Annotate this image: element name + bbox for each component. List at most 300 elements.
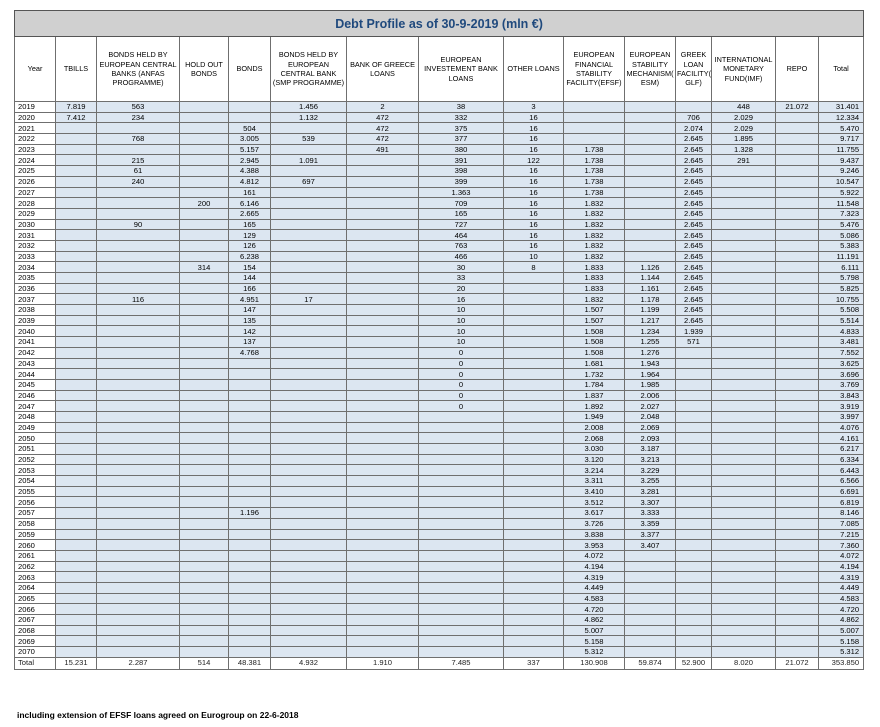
table-cell: 3.005 xyxy=(229,134,271,145)
table-cell xyxy=(97,647,180,658)
table-cell xyxy=(419,422,504,433)
table-cell xyxy=(776,155,819,166)
table-cell xyxy=(180,134,229,145)
table-cell: 2.645 xyxy=(676,283,712,294)
table-cell xyxy=(504,347,564,358)
table-cell xyxy=(229,636,271,647)
table-cell xyxy=(180,508,229,519)
table-cell: 375 xyxy=(419,123,504,134)
year-cell: 2068 xyxy=(15,625,56,636)
table-row xyxy=(15,294,864,305)
table-cell xyxy=(97,390,180,401)
table-cell xyxy=(676,518,712,529)
table-cell xyxy=(180,593,229,604)
table-cell xyxy=(271,465,347,476)
table-cell xyxy=(625,123,676,134)
table-cell: 16 xyxy=(504,134,564,145)
table-cell: 6.691 xyxy=(819,486,864,497)
table-cell xyxy=(712,262,776,273)
column-header: Year xyxy=(15,37,56,102)
table-cell xyxy=(504,273,564,284)
table-cell xyxy=(504,561,564,572)
table-cell xyxy=(625,251,676,262)
table-cell: 5.825 xyxy=(819,283,864,294)
table-cell xyxy=(776,283,819,294)
table-cell: 5.007 xyxy=(819,625,864,636)
table-cell xyxy=(180,625,229,636)
table-cell xyxy=(712,540,776,551)
table-cell xyxy=(676,647,712,658)
table-cell: 377 xyxy=(419,134,504,145)
column-header: REPO xyxy=(776,37,819,102)
totals-cell: 15.231 xyxy=(56,657,97,669)
table-row xyxy=(15,144,864,155)
table-cell: 6.443 xyxy=(819,465,864,476)
table-cell xyxy=(97,251,180,262)
table-cell xyxy=(419,582,504,593)
table-row xyxy=(15,326,864,337)
table-cell: 398 xyxy=(419,166,504,177)
table-cell xyxy=(56,411,97,422)
table-cell: 4.862 xyxy=(819,615,864,626)
table-cell xyxy=(229,433,271,444)
table-cell xyxy=(419,625,504,636)
totals-cell: 4.932 xyxy=(271,657,347,669)
table-cell xyxy=(712,476,776,487)
table-cell xyxy=(776,486,819,497)
table-cell: 1.738 xyxy=(564,155,625,166)
table-cell xyxy=(776,561,819,572)
table-cell xyxy=(419,593,504,604)
table-cell: 2.665 xyxy=(229,208,271,219)
table-cell xyxy=(776,604,819,615)
table-cell xyxy=(271,166,347,177)
table-cell xyxy=(625,176,676,187)
column-header: BONDS xyxy=(229,37,271,102)
table-row xyxy=(15,422,864,433)
table-cell xyxy=(271,647,347,658)
table-cell xyxy=(271,283,347,294)
table-cell xyxy=(776,166,819,177)
table-cell: 16 xyxy=(504,230,564,241)
table-cell xyxy=(56,251,97,262)
table-cell xyxy=(229,465,271,476)
table-cell xyxy=(347,305,419,316)
table-row xyxy=(15,615,864,626)
table-cell xyxy=(625,561,676,572)
table-cell: 11.548 xyxy=(819,198,864,209)
table-cell: 3.255 xyxy=(625,476,676,487)
year-cell: 2030 xyxy=(15,219,56,230)
table-cell xyxy=(776,401,819,412)
table-cell: 1.943 xyxy=(625,358,676,369)
table-cell: 4.812 xyxy=(229,176,271,187)
table-cell xyxy=(271,508,347,519)
table-cell xyxy=(625,144,676,155)
table-cell xyxy=(504,582,564,593)
table-cell xyxy=(180,572,229,583)
table-cell: 4.319 xyxy=(564,572,625,583)
table-cell xyxy=(229,112,271,123)
table-cell xyxy=(271,144,347,155)
table-cell: 7.412 xyxy=(56,112,97,123)
table-cell xyxy=(347,593,419,604)
table-cell xyxy=(229,358,271,369)
table-cell xyxy=(676,433,712,444)
table-cell xyxy=(676,604,712,615)
table-cell xyxy=(271,401,347,412)
table-cell: 1.892 xyxy=(564,401,625,412)
table-cell: 1.939 xyxy=(676,326,712,337)
table-cell xyxy=(712,615,776,626)
table-cell xyxy=(564,134,625,145)
table-cell xyxy=(97,550,180,561)
table-cell xyxy=(347,369,419,380)
year-cell: 2054 xyxy=(15,476,56,487)
table-cell xyxy=(56,390,97,401)
table-cell xyxy=(625,625,676,636)
table-row xyxy=(15,283,864,294)
table-cell xyxy=(776,315,819,326)
table-row xyxy=(15,401,864,412)
table-cell: 3.410 xyxy=(564,486,625,497)
table-cell: 3 xyxy=(504,102,564,113)
table-cell: 16 xyxy=(504,219,564,230)
table-cell xyxy=(180,518,229,529)
table-cell: 0 xyxy=(419,379,504,390)
year-cell: 2070 xyxy=(15,647,56,658)
table-cell xyxy=(56,550,97,561)
table-cell: 2.645 xyxy=(676,315,712,326)
table-row xyxy=(15,625,864,636)
table-cell xyxy=(347,454,419,465)
year-cell: 2027 xyxy=(15,187,56,198)
totals-row xyxy=(15,657,864,669)
table-cell xyxy=(229,369,271,380)
year-cell: 2036 xyxy=(15,283,56,294)
table-cell xyxy=(676,582,712,593)
table-cell xyxy=(712,198,776,209)
year-cell: 2067 xyxy=(15,615,56,626)
table-cell xyxy=(229,379,271,390)
table-cell xyxy=(97,358,180,369)
table-cell: 5.312 xyxy=(819,647,864,658)
table-cell xyxy=(271,347,347,358)
table-cell xyxy=(229,411,271,422)
table-cell xyxy=(712,219,776,230)
table-cell: 4.720 xyxy=(564,604,625,615)
table-cell: 3.769 xyxy=(819,379,864,390)
table-cell xyxy=(271,497,347,508)
table-cell: 90 xyxy=(97,219,180,230)
table-cell: 147 xyxy=(229,305,271,316)
column-header: EUROPEAN STABILITY MECHANISM( ESM) xyxy=(625,37,676,102)
table-row xyxy=(15,433,864,444)
table-cell: 5.007 xyxy=(564,625,625,636)
year-cell: 2057 xyxy=(15,508,56,519)
table-cell xyxy=(347,550,419,561)
table-cell xyxy=(712,315,776,326)
year-cell: 2056 xyxy=(15,497,56,508)
table-cell xyxy=(776,529,819,540)
column-header: INTERNATIONAL MONETARY FUND(IMF) xyxy=(712,37,776,102)
table-cell xyxy=(504,604,564,615)
table-cell xyxy=(347,411,419,422)
column-header: TBILLS xyxy=(56,37,97,102)
table-cell xyxy=(56,369,97,380)
table-row xyxy=(15,240,864,251)
table-cell xyxy=(504,337,564,348)
table-cell: 3.213 xyxy=(625,454,676,465)
table-cell: 2.645 xyxy=(676,262,712,273)
table-cell: 727 xyxy=(419,219,504,230)
table-cell: 1.363 xyxy=(419,187,504,198)
table-cell: 697 xyxy=(271,176,347,187)
table-cell: 7.819 xyxy=(56,102,97,113)
table-cell xyxy=(56,283,97,294)
table-row xyxy=(15,208,864,219)
table-cell: 0 xyxy=(419,401,504,412)
table-cell xyxy=(347,337,419,348)
table-cell xyxy=(180,465,229,476)
table-cell: 16 xyxy=(504,240,564,251)
table-cell: 3.120 xyxy=(564,454,625,465)
table-cell xyxy=(504,486,564,497)
table-cell xyxy=(180,486,229,497)
table-cell: 709 xyxy=(419,198,504,209)
table-cell xyxy=(419,561,504,572)
table-cell: 291 xyxy=(712,155,776,166)
table-cell: 2.645 xyxy=(676,251,712,262)
table-cell xyxy=(56,454,97,465)
table-cell xyxy=(776,508,819,519)
table-cell: 1.144 xyxy=(625,273,676,284)
column-header: BANK OF GREECE LOANS xyxy=(347,37,419,102)
table-cell xyxy=(56,134,97,145)
table-cell: 1.234 xyxy=(625,326,676,337)
year-cell: 2047 xyxy=(15,401,56,412)
table-cell xyxy=(712,187,776,198)
table-cell: 1.178 xyxy=(625,294,676,305)
table-cell: 3.843 xyxy=(819,390,864,401)
table-cell xyxy=(347,401,419,412)
table-cell xyxy=(271,315,347,326)
table-cell xyxy=(97,582,180,593)
table-row xyxy=(15,166,864,177)
table-cell xyxy=(180,294,229,305)
table-row xyxy=(15,347,864,358)
table-cell xyxy=(712,508,776,519)
totals-cell: 353.850 xyxy=(819,657,864,669)
table-cell: 472 xyxy=(347,123,419,134)
table-cell: 3.281 xyxy=(625,486,676,497)
table-cell xyxy=(97,486,180,497)
table-cell: 5.514 xyxy=(819,315,864,326)
table-cell xyxy=(676,593,712,604)
table-cell: 10 xyxy=(504,251,564,262)
table-cell: 1.199 xyxy=(625,305,676,316)
table-cell: 491 xyxy=(347,144,419,155)
table-cell xyxy=(504,540,564,551)
table-cell xyxy=(419,411,504,422)
table-cell xyxy=(97,465,180,476)
table-cell: 1.738 xyxy=(564,176,625,187)
year-cell: 2046 xyxy=(15,390,56,401)
table-cell: 563 xyxy=(97,102,180,113)
table-cell: 4.449 xyxy=(564,582,625,593)
table-cell xyxy=(712,166,776,177)
table-cell xyxy=(712,369,776,380)
table-cell: 1.508 xyxy=(564,337,625,348)
table-cell: 116 xyxy=(97,294,180,305)
table-cell xyxy=(180,401,229,412)
table-cell: 3.359 xyxy=(625,518,676,529)
table-cell: 9.246 xyxy=(819,166,864,177)
table-cell xyxy=(712,550,776,561)
table-cell xyxy=(776,625,819,636)
year-cell: 2049 xyxy=(15,422,56,433)
totals-cell: 2.287 xyxy=(97,657,180,669)
table-cell: 1.949 xyxy=(564,411,625,422)
table-cell xyxy=(229,593,271,604)
year-cell: 2025 xyxy=(15,166,56,177)
table-cell: 122 xyxy=(504,155,564,166)
table-cell xyxy=(712,294,776,305)
table-cell xyxy=(419,540,504,551)
year-cell: 2066 xyxy=(15,604,56,615)
table-cell: 3.512 xyxy=(564,497,625,508)
totals-cell: 48.381 xyxy=(229,657,271,669)
table-cell: 7.360 xyxy=(819,540,864,551)
table-cell xyxy=(419,529,504,540)
table-cell xyxy=(97,508,180,519)
table-row xyxy=(15,390,864,401)
table-cell xyxy=(271,198,347,209)
table-row xyxy=(15,230,864,241)
table-cell: 1.738 xyxy=(564,144,625,155)
table-cell: 3.377 xyxy=(625,529,676,540)
table-cell xyxy=(776,497,819,508)
table-cell xyxy=(271,411,347,422)
table-cell: 1.837 xyxy=(564,390,625,401)
table-cell xyxy=(56,636,97,647)
table-cell: 4.072 xyxy=(564,550,625,561)
table-cell xyxy=(676,390,712,401)
table-cell xyxy=(712,251,776,262)
table-cell: 16 xyxy=(504,112,564,123)
table-cell: 3.407 xyxy=(625,540,676,551)
table-cell xyxy=(229,625,271,636)
table-cell xyxy=(97,625,180,636)
table-cell: 7.215 xyxy=(819,529,864,540)
table-cell xyxy=(776,176,819,187)
table-cell xyxy=(625,198,676,209)
table-cell xyxy=(180,326,229,337)
table-cell: 2.645 xyxy=(676,240,712,251)
table-cell xyxy=(776,305,819,316)
table-cell xyxy=(229,529,271,540)
table-cell xyxy=(180,422,229,433)
table-cell xyxy=(712,326,776,337)
table-cell xyxy=(180,636,229,647)
table-cell xyxy=(180,647,229,658)
table-cell: 5.086 xyxy=(819,230,864,241)
table-cell xyxy=(180,208,229,219)
table-cell: 4.449 xyxy=(819,582,864,593)
table-cell xyxy=(776,347,819,358)
table-cell: 539 xyxy=(271,134,347,145)
table-cell xyxy=(712,411,776,422)
table-cell xyxy=(56,647,97,658)
table-row xyxy=(15,123,864,134)
table-cell xyxy=(776,326,819,337)
totals-cell: 130.908 xyxy=(564,657,625,669)
table-cell xyxy=(180,144,229,155)
table-cell xyxy=(180,251,229,262)
table-cell: 31.401 xyxy=(819,102,864,113)
table-cell xyxy=(271,305,347,316)
table-cell: 1.832 xyxy=(564,208,625,219)
table-row xyxy=(15,379,864,390)
year-cell: 2020 xyxy=(15,112,56,123)
table-cell xyxy=(676,636,712,647)
table-cell: 16 xyxy=(504,187,564,198)
table-cell xyxy=(676,379,712,390)
table-cell xyxy=(347,283,419,294)
table-row xyxy=(15,518,864,529)
table-cell: 144 xyxy=(229,273,271,284)
table-cell xyxy=(776,390,819,401)
table-cell xyxy=(676,401,712,412)
table-cell xyxy=(271,540,347,551)
table-cell: 8.146 xyxy=(819,508,864,519)
table-cell: 16 xyxy=(419,294,504,305)
table-cell xyxy=(712,401,776,412)
table-cell: 3.726 xyxy=(564,518,625,529)
table-row xyxy=(15,497,864,508)
table-cell xyxy=(676,476,712,487)
table-cell xyxy=(625,550,676,561)
table-cell xyxy=(419,636,504,647)
table-cell: 5.312 xyxy=(564,647,625,658)
table-cell xyxy=(712,454,776,465)
column-header-row xyxy=(15,37,864,102)
table-cell xyxy=(271,326,347,337)
table-cell xyxy=(271,572,347,583)
table-cell xyxy=(504,518,564,529)
table-cell xyxy=(504,508,564,519)
table-cell: 17 xyxy=(271,294,347,305)
table-cell: 2.645 xyxy=(676,230,712,241)
table-cell xyxy=(347,390,419,401)
year-cell: 2059 xyxy=(15,529,56,540)
table-cell xyxy=(776,647,819,658)
table-cell: 135 xyxy=(229,315,271,326)
table-cell: 1.832 xyxy=(564,240,625,251)
table-cell xyxy=(271,615,347,626)
table-cell: 165 xyxy=(419,208,504,219)
table-cell: 1.738 xyxy=(564,166,625,177)
table-cell xyxy=(712,636,776,647)
table-cell xyxy=(271,604,347,615)
table-cell xyxy=(180,315,229,326)
table-cell xyxy=(504,401,564,412)
year-cell: 2060 xyxy=(15,540,56,551)
table-cell: 1.895 xyxy=(712,134,776,145)
table-cell xyxy=(180,497,229,508)
table-cell xyxy=(712,390,776,401)
table-cell xyxy=(56,123,97,134)
